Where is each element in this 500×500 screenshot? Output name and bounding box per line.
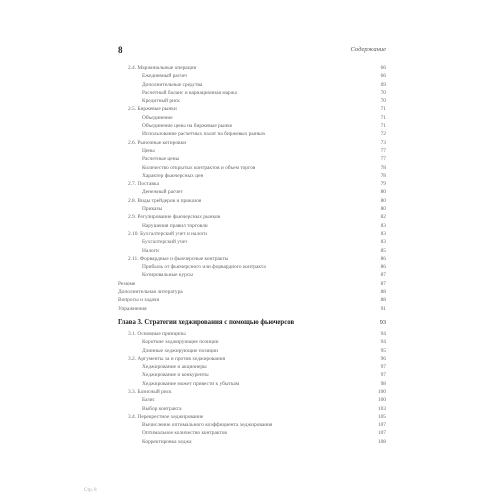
toc-entry: [118, 139, 386, 147]
toc-entry-page: 87: [380, 280, 386, 287]
toc-entry: [118, 180, 386, 188]
toc-entry-title: Использование расчетных палат на биржевых рынках: [142, 131, 266, 138]
toc-entry-title: 3.2. Аргументы за и против хеджирования: [128, 355, 226, 362]
toc-entry-title: Кредитный риск: [142, 98, 180, 105]
toc-entry-page: 79: [380, 181, 386, 188]
toc-entry: [118, 122, 386, 130]
toc-entry-page: 83: [380, 230, 386, 237]
toc-entry: [118, 188, 386, 196]
toc-entry-page: 69: [380, 81, 386, 88]
toc-entry-page: 94: [380, 330, 386, 337]
toc-entry-page: 103: [377, 405, 386, 412]
toc-entry: [118, 363, 386, 371]
toc-entry-title: Дополнительные средства: [142, 81, 203, 88]
toc-entry-title: Вычисление оптимального коэффициента хеджирования: [142, 422, 273, 429]
toc-entry: [118, 155, 386, 163]
toc-entry-title: Хеджирование может привести к убыткам: [142, 380, 240, 387]
toc-entry-title: Упражнения: [118, 305, 147, 312]
toc-entry-title: Количество открытых контрактов и объем торгов: [142, 164, 256, 171]
toc-entry: [118, 296, 386, 304]
toc-entry: [118, 172, 386, 180]
toc-entry-title: Денежный расчет: [142, 189, 183, 196]
toc-entry-title: Бухгалтерский учет: [142, 239, 188, 246]
toc-entry-title: 2.6. Рыночные котировки: [128, 139, 187, 146]
toc-entry-page: 83: [380, 222, 386, 229]
toc-entry-title: 3.3. Базисный риск: [128, 388, 172, 395]
toc-entry-title: Хеджирование и конкуренты: [142, 372, 209, 379]
toc-entry: [118, 64, 386, 72]
page-header: [118, 45, 386, 57]
toc-entry-page: 86: [380, 255, 386, 262]
toc-entry-page: 71: [380, 114, 386, 121]
toc-entry: [118, 247, 386, 255]
toc-entry-title: Хеджирование и акционеры: [142, 364, 207, 371]
toc-entry-page: 87: [380, 272, 386, 279]
toc-entry: [118, 255, 386, 263]
toc-entry: [118, 81, 386, 89]
toc-entry-title: Короткие хеджирующие позиции: [142, 339, 219, 346]
toc-entry-title: Характер фьючерсных цен: [142, 172, 204, 179]
toc-entry: [118, 72, 386, 80]
toc-entry: [118, 405, 386, 413]
toc-entry-title: 2.9. Регулирование фьючерсных рынков: [128, 214, 221, 221]
toc-entry-title: Оптимальное количество контрактов: [142, 430, 227, 437]
toc-entry: [118, 396, 386, 404]
toc-entry: [118, 130, 386, 138]
toc-entry-page: 71: [380, 106, 386, 113]
toc-entry-title: 2.5. Биржевые рынки: [128, 106, 177, 113]
footer-page-mark: Стр. 8: [84, 488, 97, 493]
toc-entry-page: 82: [380, 214, 386, 221]
toc-entry-page: 100: [377, 388, 386, 395]
toc-entry: [118, 230, 386, 238]
toc-entry-page: 72: [380, 131, 386, 138]
toc-entry: [118, 371, 386, 379]
toc-entry-page: 80: [380, 206, 386, 213]
toc-entry-title: Приказы: [142, 206, 163, 213]
table-of-contents: [118, 64, 386, 446]
toc-entry: [118, 164, 386, 172]
toc-entry-page: 97: [380, 364, 386, 371]
toc-entry: [118, 280, 386, 288]
toc-entry: [118, 89, 386, 97]
toc-entry-page: 94: [380, 339, 386, 346]
toc-entry: [118, 347, 386, 355]
toc-entry-page: 93: [379, 318, 386, 326]
toc-entry-page: 98: [380, 380, 386, 387]
toc-entry-page: 77: [380, 156, 386, 163]
toc-entry-title: 2.11. Форвардные и фьючерсные контракты: [128, 255, 229, 262]
toc-entry-page: 88: [380, 297, 386, 304]
toc-entry-title: 2.8. Виды трейдеров и приказов: [128, 197, 202, 204]
toc-entry-title: Нарушения правил торговли: [142, 222, 208, 229]
toc-entry-page: 105: [377, 413, 386, 420]
toc-entry-title: Дополнительная литература: [118, 289, 183, 296]
toc-entry: [118, 305, 386, 313]
toc-entry-page: 70: [380, 89, 386, 96]
toc-entry-title: Вопросы и задачи: [118, 297, 160, 304]
toc-entry-title: Котировальные курсы: [142, 272, 193, 279]
toc-entry: [118, 263, 386, 271]
toc-entry-title: 2.7. Поставка: [128, 181, 159, 188]
toc-entry: [118, 105, 386, 113]
toc-entry: [118, 238, 386, 246]
toc-entry-title: Цены: [142, 147, 155, 154]
toc-entry-page: 91: [380, 305, 386, 312]
toc-entry-page: 73: [380, 139, 386, 146]
toc-entry: [118, 429, 386, 437]
toc-entry-title: Объединение: [142, 114, 173, 121]
toc-entry-title: Корректировка хеджа: [142, 438, 192, 445]
toc-entry: [118, 213, 386, 221]
toc-entry-title: Ежедневный расчет: [142, 73, 188, 80]
toc-entry: [118, 114, 386, 122]
toc-entry-page: 85: [380, 247, 386, 254]
toc-entry-page: 66: [380, 73, 386, 80]
toc-entry: [118, 147, 386, 155]
toc-entry-page: 70: [380, 98, 386, 105]
toc-entry-page: 78: [380, 164, 386, 171]
toc-entry-title: Прибыль от фьючерсного или форвардного контракта: [142, 264, 266, 271]
toc-entry-page: 86: [380, 264, 386, 271]
toc-entry-page: 97: [380, 372, 386, 379]
toc-entry: [118, 388, 386, 396]
toc-entry-page: 96: [380, 355, 386, 362]
toc-entry-title: Выбор контракта: [142, 405, 182, 412]
toc-entry-title: Длинные хеджирующие позиции: [142, 347, 218, 354]
toc-entry-page: 95: [380, 347, 386, 354]
toc-entry: [118, 97, 386, 105]
toc-entry: [118, 222, 386, 230]
toc-entry-page: 71: [380, 123, 386, 130]
toc-entry: [118, 288, 386, 296]
toc-entry-page: 83: [380, 239, 386, 246]
toc-entry-page: 88: [380, 289, 386, 296]
toc-entry-title: Объединение цены на биржевые рынке: [142, 123, 233, 130]
toc-entry-title: Глава 3. Стратегии хеджирования с помощью фьючерсов: [118, 318, 295, 326]
toc-entry-title: Расчетный баланс и вариационная маржа: [142, 89, 237, 96]
toc-entry-page: 80: [380, 189, 386, 196]
toc-entry-title: 2.10. Бухгалтерский учет и налоги: [128, 230, 207, 237]
toc-entry: [118, 271, 386, 279]
toc-entry: [118, 438, 386, 446]
toc-entry-title: Базис: [142, 397, 155, 404]
toc-entry-page: 108: [377, 438, 386, 445]
toc-entry: [118, 355, 386, 363]
toc-entry-page: 107: [377, 430, 386, 437]
toc-entry: [118, 413, 386, 421]
toc-entry-page: 107: [377, 422, 386, 429]
toc-entry-page: 100: [377, 397, 386, 404]
running-title: Содержание: [350, 46, 386, 53]
toc-entry: [118, 338, 386, 346]
toc-entry-title: Резюме: [118, 280, 136, 287]
toc-entry-title: 2.4. Маржинальные операции: [128, 65, 197, 71]
toc-entry-title: Налоги: [142, 247, 159, 254]
toc-entry-page: 66: [380, 65, 386, 71]
toc-entry-page: 77: [380, 147, 386, 154]
toc-entry-title: 3.1. Основные принципы: [128, 330, 186, 337]
toc-entry: [118, 380, 386, 388]
toc-entry-page: 80: [380, 197, 386, 204]
toc-entry: [118, 197, 386, 205]
page-number: 8: [118, 45, 123, 55]
toc-entry-title: 3.4. Перекрестное хеджирование: [128, 413, 204, 420]
toc-entry: [118, 421, 386, 429]
toc-entry: [118, 205, 386, 213]
toc-entry-page: 78: [380, 172, 386, 179]
toc-entry-title: Расчетные цены: [142, 156, 180, 163]
toc-entry: [118, 330, 386, 338]
toc-chapter-heading: [118, 317, 386, 328]
